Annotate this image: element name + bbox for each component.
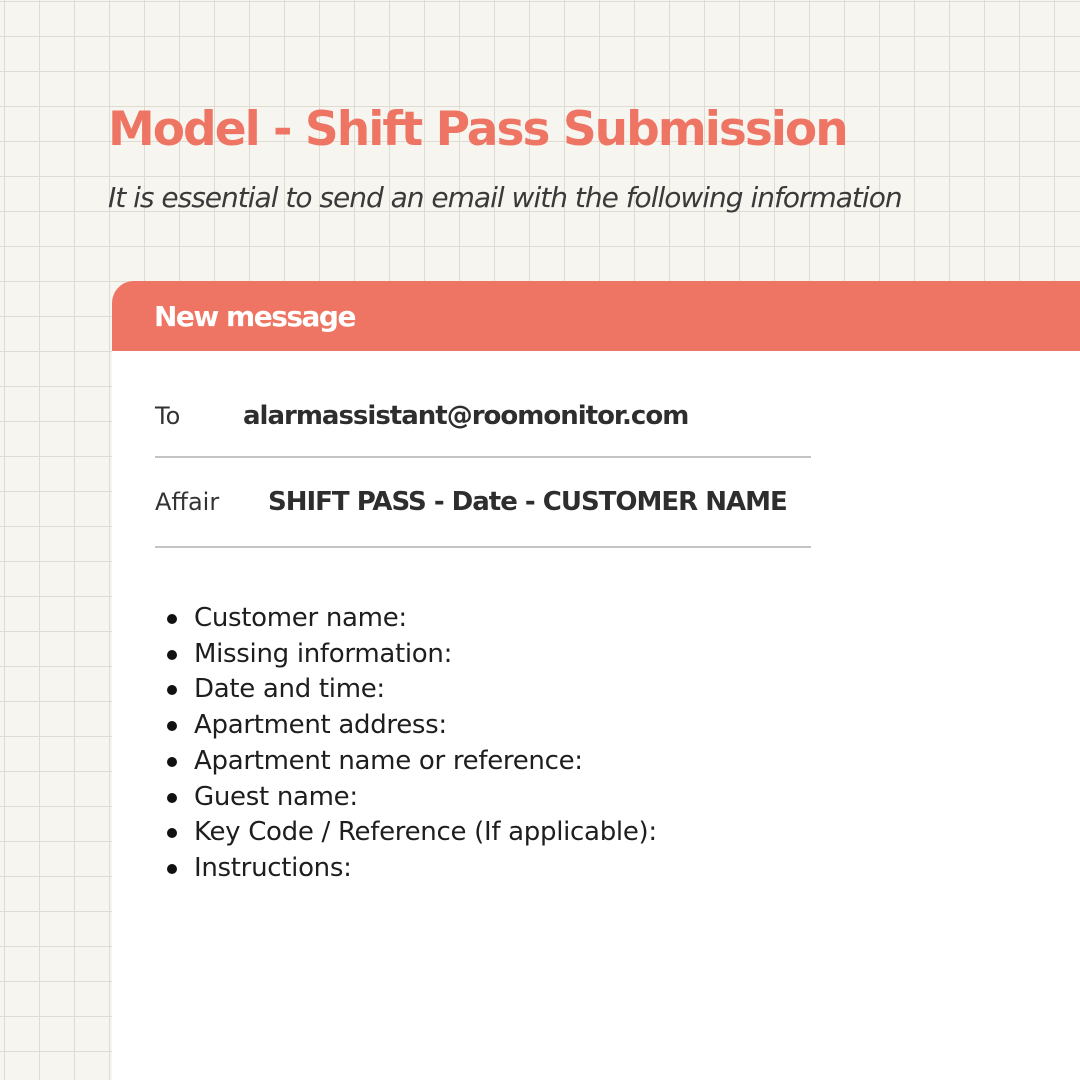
affair-field[interactable] [155,467,811,548]
list-item [194,851,657,887]
list-item-text: Apartment name or reference: [194,745,583,776]
email-header [112,281,1080,351]
bullet-icon [167,650,177,660]
list-item [194,815,657,851]
email-header-title: New message [154,299,355,333]
list-item-text: Key Code / Reference (If applicable): [194,817,657,848]
list-item [194,637,657,673]
list-item-text: Instructions: [194,852,352,883]
affair-value[interactable]: SHIFT PASS - Date - CUSTOMER NAME [268,487,787,517]
list-item-text: Customer name: [194,603,407,633]
list-item-text: Date and time: [194,674,385,705]
list-item [194,601,657,637]
bullet-icon [167,721,177,731]
list-item [194,780,657,816]
to-value[interactable]: alarmassistant@roomonitor.com [243,401,689,431]
bullet-icon [167,793,177,803]
affair-label: Affair [155,488,220,516]
page-title: Model - Shift Pass Submission [108,102,847,157]
list-item-text: Apartment address: [194,710,447,741]
list-item [194,744,657,780]
bullet-icon [167,864,177,874]
page-subtitle: It is essential to send an email with the following information [108,181,902,214]
email-card [112,281,1080,1080]
list-item-text: Missing information: [194,638,453,669]
bullet-icon [167,685,177,695]
list-item-text: Guest name: [194,781,358,812]
bullet-icon [167,614,177,624]
list-item [194,672,657,708]
email-body-list [194,601,657,887]
bullet-icon [167,757,177,767]
bullet-icon [167,828,177,838]
to-field[interactable] [155,381,811,458]
list-item [194,708,657,744]
to-label: To [155,402,181,430]
